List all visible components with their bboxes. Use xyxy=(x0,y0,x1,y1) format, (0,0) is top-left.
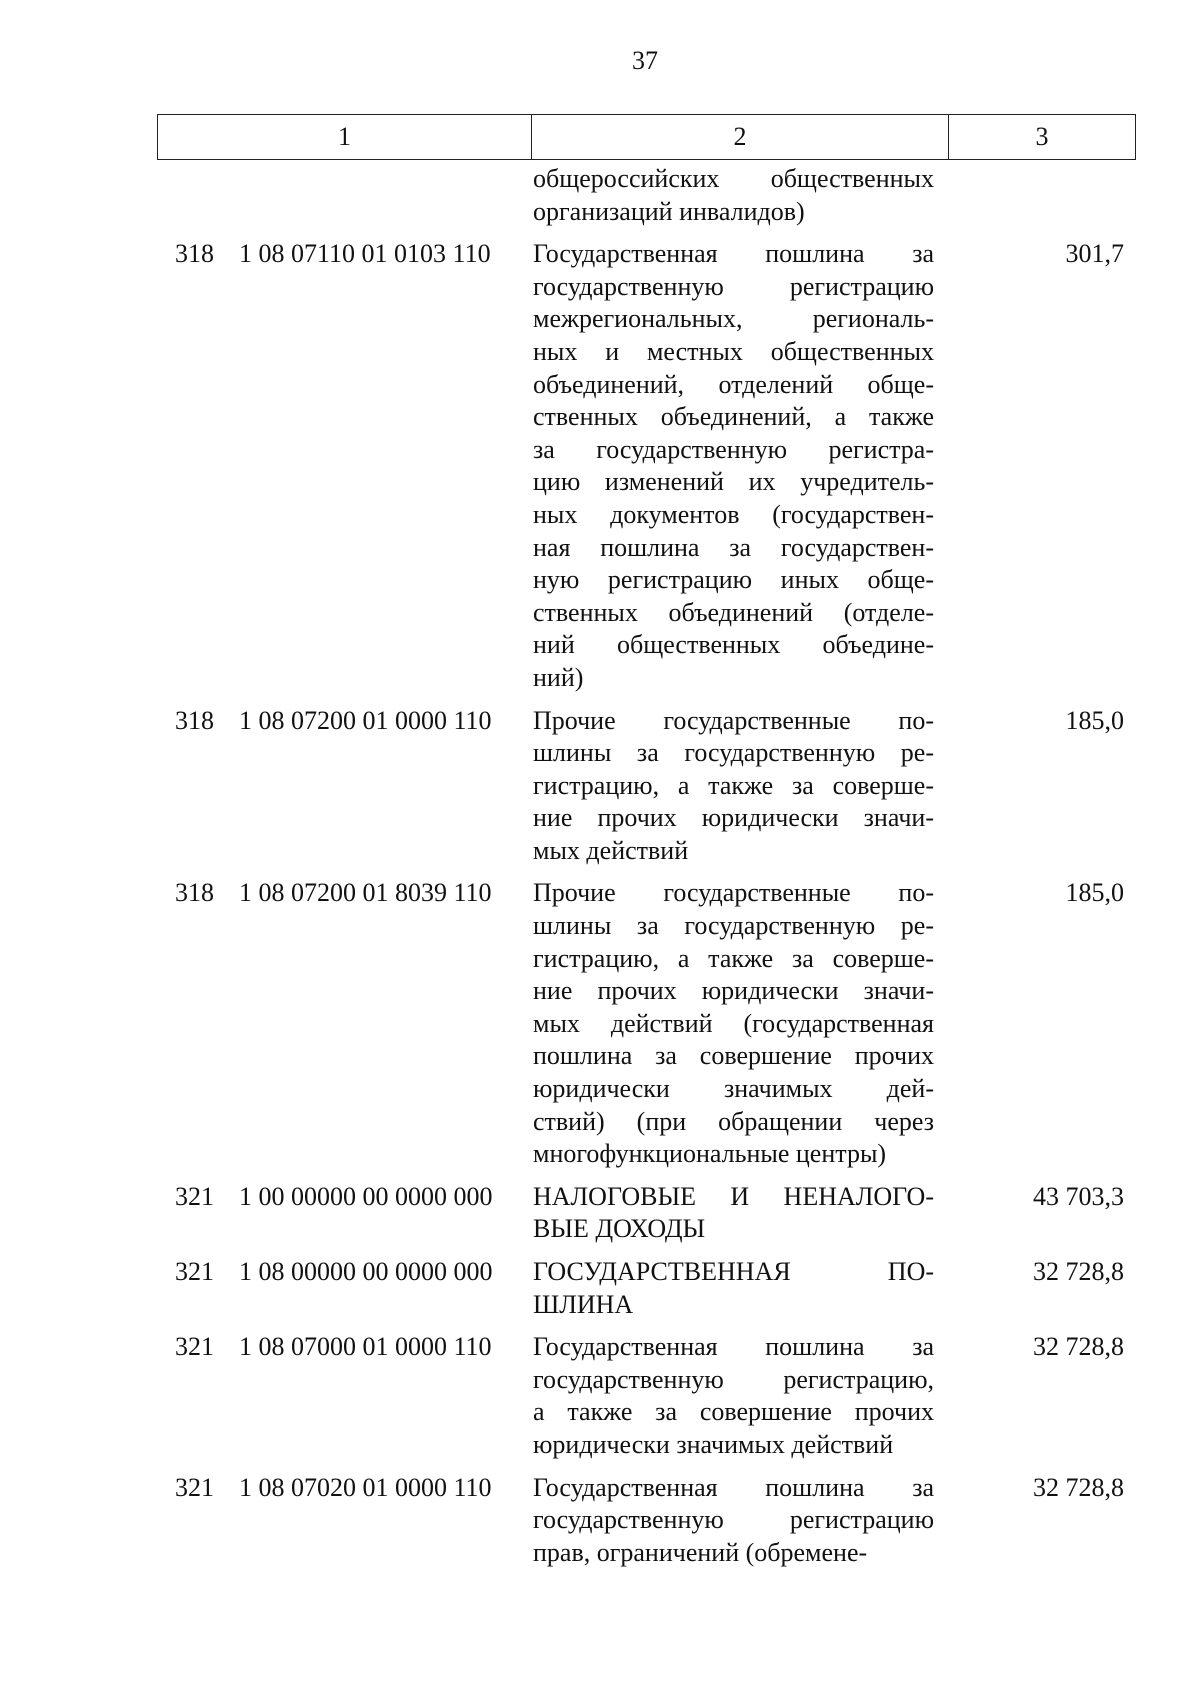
header-cell-3: 3 xyxy=(949,115,1136,160)
description-line: Прочие государственные по- xyxy=(533,878,934,908)
row-spacer-cell xyxy=(157,867,1134,877)
description-line: ГОСУДАРСТВЕННАЯ ПО- xyxy=(533,1257,934,1286)
row-spacer-cell xyxy=(157,1462,1134,1472)
description-line: государственную регистрацию xyxy=(533,271,934,301)
admin-code-cell: 321 xyxy=(175,1181,214,1211)
row-spacer xyxy=(157,1246,1134,1256)
row-spacer-cell xyxy=(157,1171,1134,1181)
revenue-code-cell: 1 08 07110 01 0103 110 xyxy=(239,239,491,269)
table-row xyxy=(157,1331,1134,1461)
amount-cell: 185,0 xyxy=(1065,705,1124,735)
description-line: Государственная пошлина за xyxy=(533,239,934,269)
description-line: ствий) (при обращении через xyxy=(533,1106,934,1136)
row-spacer xyxy=(157,867,1134,877)
description-line: многофункциональные центры) xyxy=(533,1139,887,1169)
description-line: прав, ограничений (обремене- xyxy=(533,1537,868,1567)
description-line: мых действий (государственная xyxy=(533,1008,934,1038)
description-line: за государственную регистра- xyxy=(533,434,934,464)
row-spacer-cell xyxy=(157,695,1134,705)
description-line: общероссийских общественных xyxy=(533,164,934,193)
amount-cell: 301,7 xyxy=(1065,239,1124,269)
description-line: организаций инвалидов) xyxy=(533,196,805,226)
table-row xyxy=(157,238,1134,694)
description-line: юридически значимых дей- xyxy=(533,1074,934,1104)
row-spacer xyxy=(157,1171,1134,1181)
table-row xyxy=(157,1181,1134,1246)
table-row xyxy=(157,1256,1134,1321)
row-spacer xyxy=(157,228,1134,238)
admin-code-cell: 318 xyxy=(175,239,214,269)
description-line: ная пошлина за государствен- xyxy=(533,532,934,562)
description-line: гистрацию, а также за соверше- xyxy=(533,943,934,973)
amount-cell: 43 703,3 xyxy=(1033,1181,1124,1211)
revenue-code-cell: 1 08 07200 01 8039 110 xyxy=(239,878,492,908)
description-line: ных и местных общественных xyxy=(533,336,934,366)
description-cell xyxy=(519,1472,942,1570)
description-line: цию изменений их учредитель- xyxy=(533,467,934,497)
header-cell-1: 1 xyxy=(158,115,532,160)
description-line: государственную регистрацию xyxy=(533,1505,934,1535)
row-spacer xyxy=(157,1321,1134,1331)
revenue-table xyxy=(157,163,1134,1569)
description-line: Прочие государственные по- xyxy=(533,705,934,735)
revenue-code-cell: 1 08 07000 01 0000 110 xyxy=(239,1332,492,1362)
row-spacer-cell xyxy=(157,1321,1134,1331)
header-cell-2: 2 xyxy=(532,115,949,160)
description-line: шлины за государственную ре- xyxy=(533,738,934,768)
continuation-row xyxy=(157,163,1134,228)
admin-code-cell: 321 xyxy=(175,1257,214,1286)
description-line: ственных объединений, а также xyxy=(533,402,934,432)
table-row xyxy=(157,1472,1134,1570)
table-header xyxy=(157,114,1136,160)
description-line: мых действий xyxy=(533,835,689,865)
description-line: гистрацию, а также за соверше- xyxy=(533,770,934,800)
amount-cell: 32 728,8 xyxy=(1033,1332,1124,1362)
description-cell xyxy=(519,1181,942,1246)
amount-cell: 32 728,8 xyxy=(1033,1472,1124,1502)
revenue-code-cell: 1 08 00000 00 0000 000 xyxy=(239,1257,493,1286)
description-line: ние прочих юридически значи- xyxy=(533,976,934,1006)
continuation-code-cell xyxy=(239,163,519,228)
row-spacer xyxy=(157,695,1134,705)
row-spacer xyxy=(157,1462,1134,1472)
description-line: пошлина за совершение прочих xyxy=(533,1041,934,1071)
table-row xyxy=(157,705,1134,868)
admin-code-cell: 321 xyxy=(175,1472,214,1502)
description-line: ственных объединений (отделе- xyxy=(533,597,934,627)
description-line: ний общественных объедине- xyxy=(533,630,934,660)
description-line: государственную регистрацию, xyxy=(533,1364,934,1394)
description-line: Государственная пошлина за xyxy=(533,1472,934,1502)
amount-cell: 185,0 xyxy=(1065,878,1124,908)
amount-cell: 32 728,8 xyxy=(1033,1257,1124,1286)
description-cell xyxy=(519,877,942,1170)
admin-code-cell: 318 xyxy=(175,878,214,908)
description-line: межрегиональных, региональ- xyxy=(533,304,934,334)
description-cell xyxy=(519,1256,942,1321)
description-line: а также за совершение прочих xyxy=(533,1397,934,1427)
continuation-admin-cell xyxy=(157,163,239,228)
description-line: ных документов (государствен- xyxy=(533,499,934,529)
continuation-amount-cell xyxy=(942,163,1134,228)
row-spacer-cell xyxy=(157,1246,1134,1256)
description-line: юридически значимых действий xyxy=(533,1429,894,1459)
description-line: ную регистрацию иных обще- xyxy=(533,565,934,595)
description-line: ние прочих юридически значи- xyxy=(533,803,934,833)
description-line: ВЫЕ ДОХОДЫ xyxy=(533,1214,706,1244)
continuation-description-cell xyxy=(519,163,942,228)
table-row xyxy=(157,877,1134,1170)
description-cell xyxy=(519,705,942,868)
page-number: 37 xyxy=(632,46,658,75)
description-line: Государственная пошлина за xyxy=(533,1332,934,1362)
table-body xyxy=(157,163,1134,1569)
description-line: шлины за государственную ре- xyxy=(533,911,934,941)
admin-code-cell: 321 xyxy=(175,1332,214,1362)
description-cell xyxy=(519,1331,942,1461)
row-spacer-cell xyxy=(157,228,1134,238)
admin-code-cell: 318 xyxy=(175,705,214,735)
description-line: ний) xyxy=(533,662,584,692)
description-cell xyxy=(519,238,942,694)
description-line: НАЛОГОВЫЕ И НЕНАЛОГО- xyxy=(533,1181,934,1211)
revenue-code-cell: 1 00 00000 00 0000 000 xyxy=(239,1181,493,1211)
revenue-code-cell: 1 08 07020 01 0000 110 xyxy=(239,1472,492,1502)
revenue-code-cell: 1 08 07200 01 0000 110 xyxy=(239,705,492,735)
description-line: объединений, отделений обще- xyxy=(533,369,934,399)
description-line: ШЛИНА xyxy=(533,1289,634,1319)
